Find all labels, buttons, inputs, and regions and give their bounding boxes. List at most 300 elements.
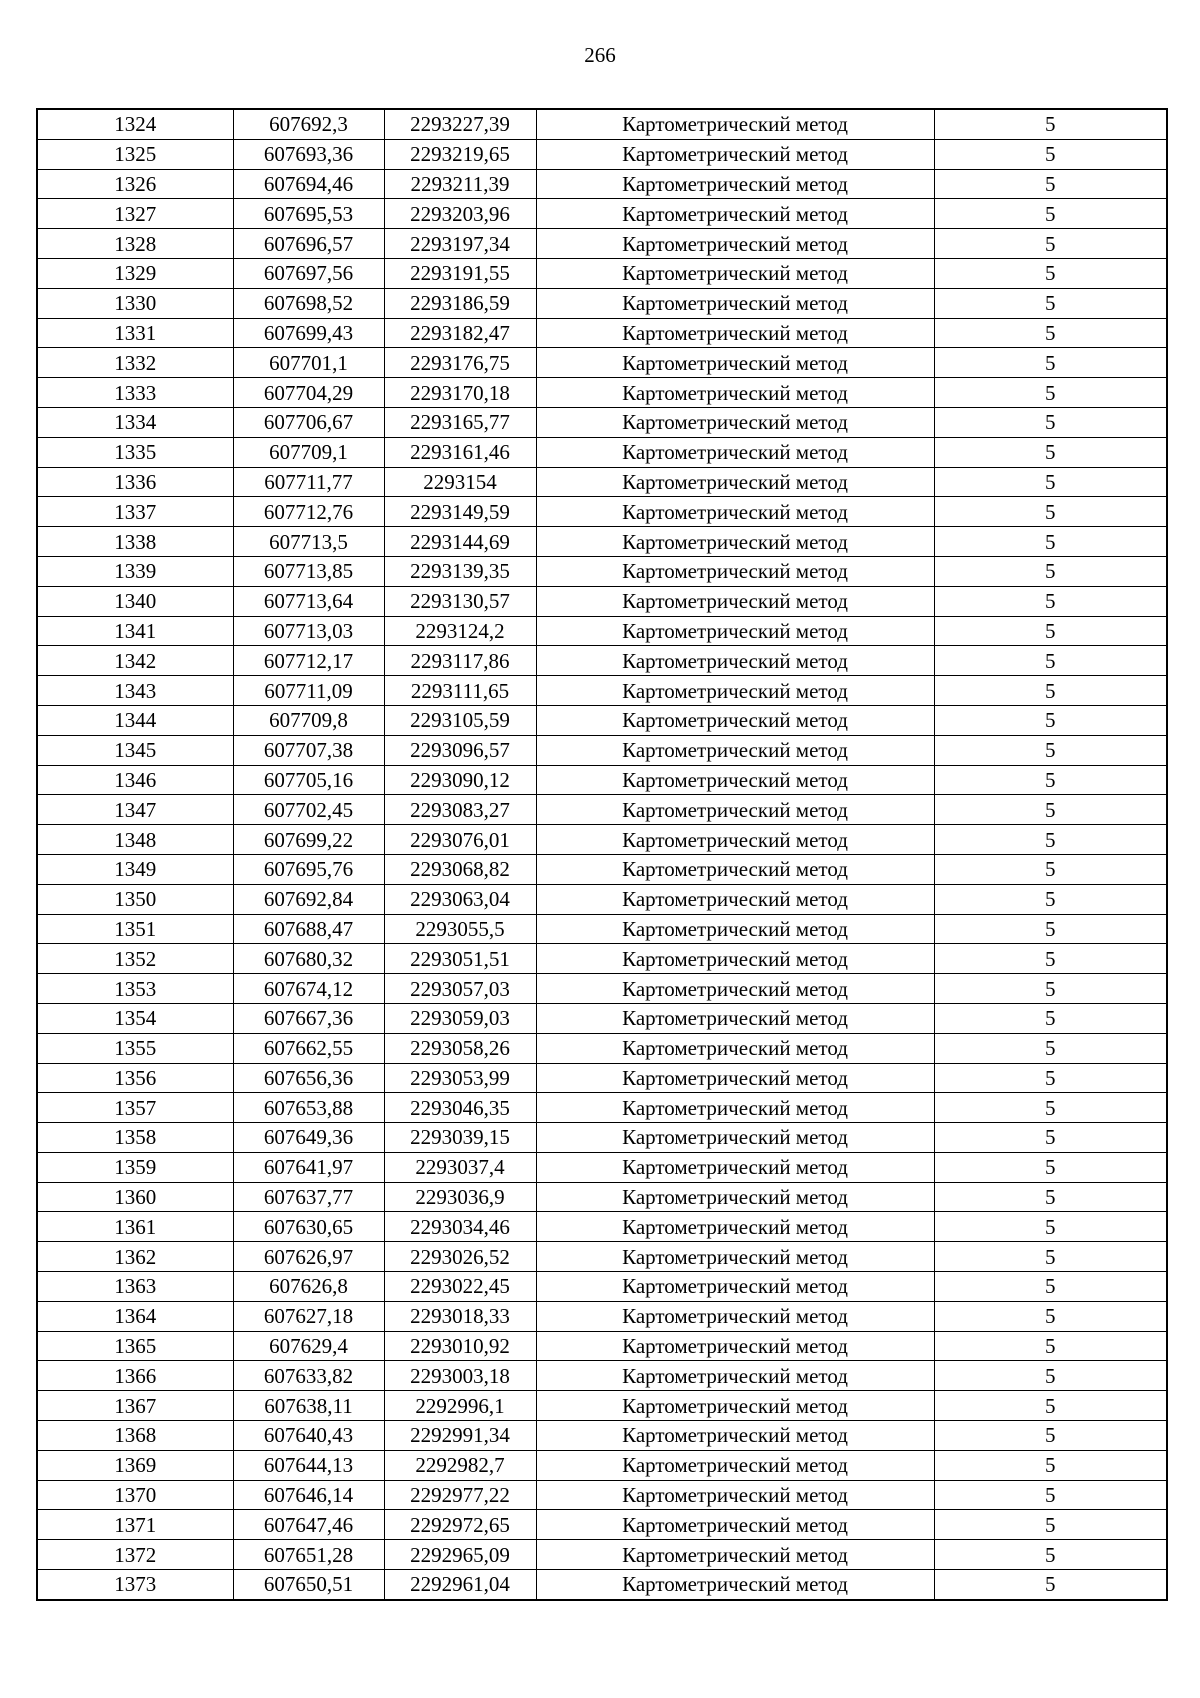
table-row bbox=[37, 437, 1167, 467]
method-cell: Картометрический метод bbox=[536, 1301, 934, 1331]
accuracy-cell: 5 bbox=[934, 1540, 1167, 1570]
y-coordinate-cell: 2293034,46 bbox=[384, 1212, 536, 1242]
y-coordinate-cell: 2293170,18 bbox=[384, 378, 536, 408]
point-number-cell: 1369 bbox=[37, 1450, 233, 1480]
x-coordinate-cell: 607707,38 bbox=[233, 735, 384, 765]
table-row bbox=[37, 109, 1167, 139]
method-cell: Картометрический метод bbox=[536, 1272, 934, 1302]
point-number-cell: 1350 bbox=[37, 884, 233, 914]
y-coordinate-cell: 2293053,99 bbox=[384, 1063, 536, 1093]
point-number-cell: 1335 bbox=[37, 437, 233, 467]
point-number-cell: 1343 bbox=[37, 676, 233, 706]
y-coordinate-cell: 2293124,2 bbox=[384, 616, 536, 646]
accuracy-cell: 5 bbox=[934, 1182, 1167, 1212]
method-cell: Картометрический метод bbox=[536, 1391, 934, 1421]
y-coordinate-cell: 2293068,82 bbox=[384, 854, 536, 884]
table-row bbox=[37, 884, 1167, 914]
x-coordinate-cell: 607627,18 bbox=[233, 1301, 384, 1331]
table-row bbox=[37, 199, 1167, 229]
x-coordinate-cell: 607674,12 bbox=[233, 974, 384, 1004]
accuracy-cell: 5 bbox=[934, 1301, 1167, 1331]
table-row bbox=[37, 229, 1167, 259]
method-cell: Картометрический метод bbox=[536, 735, 934, 765]
y-coordinate-cell: 2293154 bbox=[384, 467, 536, 497]
x-coordinate-cell: 607712,76 bbox=[233, 497, 384, 527]
x-coordinate-cell: 607649,36 bbox=[233, 1123, 384, 1153]
x-coordinate-cell: 607644,13 bbox=[233, 1450, 384, 1480]
point-number-cell: 1360 bbox=[37, 1182, 233, 1212]
x-coordinate-cell: 607695,53 bbox=[233, 199, 384, 229]
point-number-cell: 1358 bbox=[37, 1123, 233, 1153]
y-coordinate-cell: 2293186,59 bbox=[384, 288, 536, 318]
table-row bbox=[37, 974, 1167, 1004]
point-number-cell: 1368 bbox=[37, 1421, 233, 1451]
method-cell: Картометрический метод bbox=[536, 1182, 934, 1212]
x-coordinate-cell: 607709,8 bbox=[233, 705, 384, 735]
y-coordinate-cell: 2293227,39 bbox=[384, 109, 536, 139]
table-row bbox=[37, 705, 1167, 735]
accuracy-cell: 5 bbox=[934, 497, 1167, 527]
accuracy-cell: 5 bbox=[934, 1570, 1167, 1600]
x-coordinate-cell: 607694,46 bbox=[233, 169, 384, 199]
table-row bbox=[37, 1421, 1167, 1451]
y-coordinate-cell: 2292996,1 bbox=[384, 1391, 536, 1421]
accuracy-cell: 5 bbox=[934, 556, 1167, 586]
accuracy-cell: 5 bbox=[934, 1331, 1167, 1361]
table-row bbox=[37, 1033, 1167, 1063]
accuracy-cell: 5 bbox=[934, 139, 1167, 169]
point-number-cell: 1359 bbox=[37, 1152, 233, 1182]
point-number-cell: 1357 bbox=[37, 1093, 233, 1123]
y-coordinate-cell: 2293149,59 bbox=[384, 497, 536, 527]
table-row bbox=[37, 378, 1167, 408]
accuracy-cell: 5 bbox=[934, 1003, 1167, 1033]
y-coordinate-cell: 2293111,65 bbox=[384, 676, 536, 706]
accuracy-cell: 5 bbox=[934, 229, 1167, 259]
y-coordinate-cell: 2293003,18 bbox=[384, 1361, 536, 1391]
accuracy-cell: 5 bbox=[934, 1033, 1167, 1063]
method-cell: Картометрический метод bbox=[536, 229, 934, 259]
y-coordinate-cell: 2293059,03 bbox=[384, 1003, 536, 1033]
table-row bbox=[37, 407, 1167, 437]
method-cell: Картометрический метод bbox=[536, 1242, 934, 1272]
y-coordinate-cell: 2293063,04 bbox=[384, 884, 536, 914]
y-coordinate-cell: 2293139,35 bbox=[384, 556, 536, 586]
y-coordinate-cell: 2293191,55 bbox=[384, 258, 536, 288]
method-cell: Картометрический метод bbox=[536, 1063, 934, 1093]
point-number-cell: 1345 bbox=[37, 735, 233, 765]
method-cell: Картометрический метод bbox=[536, 497, 934, 527]
point-number-cell: 1329 bbox=[37, 258, 233, 288]
method-cell: Картометрический метод bbox=[536, 1421, 934, 1451]
table-row bbox=[37, 616, 1167, 646]
table-row bbox=[37, 1391, 1167, 1421]
x-coordinate-cell: 607699,43 bbox=[233, 318, 384, 348]
page-number: 266 bbox=[584, 43, 616, 67]
y-coordinate-cell: 2293219,65 bbox=[384, 139, 536, 169]
table-row bbox=[37, 467, 1167, 497]
y-coordinate-cell: 2292972,65 bbox=[384, 1510, 536, 1540]
table-row bbox=[37, 139, 1167, 169]
y-coordinate-cell: 2293010,92 bbox=[384, 1331, 536, 1361]
point-number-cell: 1355 bbox=[37, 1033, 233, 1063]
point-number-cell: 1328 bbox=[37, 229, 233, 259]
accuracy-cell: 5 bbox=[934, 348, 1167, 378]
x-coordinate-cell: 607711,09 bbox=[233, 676, 384, 706]
table-row bbox=[37, 348, 1167, 378]
table-row bbox=[37, 318, 1167, 348]
x-coordinate-cell: 607646,14 bbox=[233, 1480, 384, 1510]
point-number-cell: 1330 bbox=[37, 288, 233, 318]
table-row bbox=[37, 527, 1167, 557]
x-coordinate-cell: 607688,47 bbox=[233, 914, 384, 944]
y-coordinate-cell: 2293055,5 bbox=[384, 914, 536, 944]
x-coordinate-cell: 607650,51 bbox=[233, 1570, 384, 1600]
method-cell: Картометрический метод bbox=[536, 348, 934, 378]
method-cell: Картометрический метод bbox=[536, 586, 934, 616]
method-cell: Картометрический метод bbox=[536, 944, 934, 974]
point-number-cell: 1353 bbox=[37, 974, 233, 1004]
table-row bbox=[37, 258, 1167, 288]
y-coordinate-cell: 2293037,4 bbox=[384, 1152, 536, 1182]
y-coordinate-cell: 2293018,33 bbox=[384, 1301, 536, 1331]
accuracy-cell: 5 bbox=[934, 1450, 1167, 1480]
y-coordinate-cell: 2293058,26 bbox=[384, 1033, 536, 1063]
y-coordinate-cell: 2293161,46 bbox=[384, 437, 536, 467]
x-coordinate-cell: 607701,1 bbox=[233, 348, 384, 378]
table-row bbox=[37, 914, 1167, 944]
accuracy-cell: 5 bbox=[934, 974, 1167, 1004]
method-cell: Картометрический метод bbox=[536, 109, 934, 139]
table-row bbox=[37, 646, 1167, 676]
accuracy-cell: 5 bbox=[934, 318, 1167, 348]
x-coordinate-cell: 607640,43 bbox=[233, 1421, 384, 1451]
x-coordinate-cell: 607653,88 bbox=[233, 1093, 384, 1123]
accuracy-cell: 5 bbox=[934, 795, 1167, 825]
method-cell: Картометрический метод bbox=[536, 1570, 934, 1600]
y-coordinate-cell: 2293046,35 bbox=[384, 1093, 536, 1123]
y-coordinate-cell: 2293165,77 bbox=[384, 407, 536, 437]
point-number-cell: 1340 bbox=[37, 586, 233, 616]
y-coordinate-cell: 2293130,57 bbox=[384, 586, 536, 616]
y-coordinate-cell: 2292961,04 bbox=[384, 1570, 536, 1600]
x-coordinate-cell: 607702,45 bbox=[233, 795, 384, 825]
table-row bbox=[37, 1540, 1167, 1570]
accuracy-cell: 5 bbox=[934, 1212, 1167, 1242]
accuracy-cell: 5 bbox=[934, 646, 1167, 676]
x-coordinate-cell: 607637,77 bbox=[233, 1182, 384, 1212]
accuracy-cell: 5 bbox=[934, 437, 1167, 467]
y-coordinate-cell: 2293211,39 bbox=[384, 169, 536, 199]
point-number-cell: 1326 bbox=[37, 169, 233, 199]
x-coordinate-cell: 607713,03 bbox=[233, 616, 384, 646]
table-row bbox=[37, 1480, 1167, 1510]
x-coordinate-cell: 607692,84 bbox=[233, 884, 384, 914]
accuracy-cell: 5 bbox=[934, 288, 1167, 318]
method-cell: Картометрический метод bbox=[536, 974, 934, 1004]
x-coordinate-cell: 607693,36 bbox=[233, 139, 384, 169]
accuracy-cell: 5 bbox=[934, 1093, 1167, 1123]
point-number-cell: 1351 bbox=[37, 914, 233, 944]
x-coordinate-cell: 607713,85 bbox=[233, 556, 384, 586]
table-row bbox=[37, 795, 1167, 825]
x-coordinate-cell: 607698,52 bbox=[233, 288, 384, 318]
y-coordinate-cell: 2293197,34 bbox=[384, 229, 536, 259]
y-coordinate-cell: 2293039,15 bbox=[384, 1123, 536, 1153]
method-cell: Картометрический метод bbox=[536, 705, 934, 735]
y-coordinate-cell: 2293105,59 bbox=[384, 705, 536, 735]
y-coordinate-cell: 2293051,51 bbox=[384, 944, 536, 974]
x-coordinate-cell: 607697,56 bbox=[233, 258, 384, 288]
point-number-cell: 1338 bbox=[37, 527, 233, 557]
point-number-cell: 1365 bbox=[37, 1331, 233, 1361]
x-coordinate-cell: 607651,28 bbox=[233, 1540, 384, 1570]
table-row bbox=[37, 1570, 1167, 1600]
method-cell: Картометрический метод bbox=[536, 1003, 934, 1033]
accuracy-cell: 5 bbox=[934, 735, 1167, 765]
table-row bbox=[37, 1272, 1167, 1302]
method-cell: Картометрический метод bbox=[536, 1540, 934, 1570]
method-cell: Картометрический метод bbox=[536, 199, 934, 229]
accuracy-cell: 5 bbox=[934, 199, 1167, 229]
y-coordinate-cell: 2293096,57 bbox=[384, 735, 536, 765]
point-number-cell: 1356 bbox=[37, 1063, 233, 1093]
x-coordinate-cell: 607626,8 bbox=[233, 1272, 384, 1302]
method-cell: Картометрический метод bbox=[536, 527, 934, 557]
accuracy-cell: 5 bbox=[934, 765, 1167, 795]
method-cell: Картометрический метод bbox=[536, 1510, 934, 1540]
accuracy-cell: 5 bbox=[934, 407, 1167, 437]
table-row bbox=[37, 765, 1167, 795]
method-cell: Картометрический метод bbox=[536, 407, 934, 437]
method-cell: Картометрический метод bbox=[536, 258, 934, 288]
x-coordinate-cell: 607712,17 bbox=[233, 646, 384, 676]
point-number-cell: 1373 bbox=[37, 1570, 233, 1600]
table-row bbox=[37, 288, 1167, 318]
method-cell: Картометрический метод bbox=[536, 1123, 934, 1153]
table-row bbox=[37, 586, 1167, 616]
accuracy-cell: 5 bbox=[934, 1421, 1167, 1451]
table-row bbox=[37, 1242, 1167, 1272]
point-number-cell: 1349 bbox=[37, 854, 233, 884]
point-number-cell: 1372 bbox=[37, 1540, 233, 1570]
accuracy-cell: 5 bbox=[934, 854, 1167, 884]
accuracy-cell: 5 bbox=[934, 944, 1167, 974]
method-cell: Картометрический метод bbox=[536, 765, 934, 795]
y-coordinate-cell: 2292982,7 bbox=[384, 1450, 536, 1480]
y-coordinate-cell: 2293203,96 bbox=[384, 199, 536, 229]
y-coordinate-cell: 2293022,45 bbox=[384, 1272, 536, 1302]
table-row bbox=[37, 825, 1167, 855]
table-row bbox=[37, 1063, 1167, 1093]
table-row bbox=[37, 1450, 1167, 1480]
accuracy-cell: 5 bbox=[934, 258, 1167, 288]
x-coordinate-cell: 607711,77 bbox=[233, 467, 384, 497]
y-coordinate-cell: 2293026,52 bbox=[384, 1242, 536, 1272]
method-cell: Картометрический метод bbox=[536, 437, 934, 467]
x-coordinate-cell: 607662,55 bbox=[233, 1033, 384, 1063]
point-number-cell: 1331 bbox=[37, 318, 233, 348]
x-coordinate-cell: 607656,36 bbox=[233, 1063, 384, 1093]
x-coordinate-cell: 607633,82 bbox=[233, 1361, 384, 1391]
point-number-cell: 1342 bbox=[37, 646, 233, 676]
point-number-cell: 1361 bbox=[37, 1212, 233, 1242]
x-coordinate-cell: 607709,1 bbox=[233, 437, 384, 467]
table-row bbox=[37, 1003, 1167, 1033]
accuracy-cell: 5 bbox=[934, 527, 1167, 557]
table-row bbox=[37, 1182, 1167, 1212]
accuracy-cell: 5 bbox=[934, 1391, 1167, 1421]
table-row bbox=[37, 1361, 1167, 1391]
table-row bbox=[37, 169, 1167, 199]
method-cell: Картометрический метод bbox=[536, 378, 934, 408]
method-cell: Картометрический метод bbox=[536, 1331, 934, 1361]
x-coordinate-cell: 607695,76 bbox=[233, 854, 384, 884]
y-coordinate-cell: 2293176,75 bbox=[384, 348, 536, 378]
table-row bbox=[37, 1123, 1167, 1153]
table-row bbox=[37, 1331, 1167, 1361]
table-row bbox=[37, 944, 1167, 974]
method-cell: Картометрический метод bbox=[536, 914, 934, 944]
method-cell: Картометрический метод bbox=[536, 676, 934, 706]
table-row bbox=[37, 1152, 1167, 1182]
y-coordinate-cell: 2293036,9 bbox=[384, 1182, 536, 1212]
point-number-cell: 1325 bbox=[37, 139, 233, 169]
accuracy-cell: 5 bbox=[934, 1480, 1167, 1510]
accuracy-cell: 5 bbox=[934, 1510, 1167, 1540]
point-number-cell: 1366 bbox=[37, 1361, 233, 1391]
y-coordinate-cell: 2292965,09 bbox=[384, 1540, 536, 1570]
x-coordinate-cell: 607630,65 bbox=[233, 1212, 384, 1242]
coordinates-table bbox=[36, 108, 1168, 1601]
x-coordinate-cell: 607641,97 bbox=[233, 1152, 384, 1182]
accuracy-cell: 5 bbox=[934, 676, 1167, 706]
x-coordinate-cell: 607696,57 bbox=[233, 229, 384, 259]
point-number-cell: 1348 bbox=[37, 825, 233, 855]
accuracy-cell: 5 bbox=[934, 705, 1167, 735]
table-row bbox=[37, 735, 1167, 765]
accuracy-cell: 5 bbox=[934, 467, 1167, 497]
accuracy-cell: 5 bbox=[934, 1123, 1167, 1153]
accuracy-cell: 5 bbox=[934, 825, 1167, 855]
point-number-cell: 1362 bbox=[37, 1242, 233, 1272]
method-cell: Картометрический метод bbox=[536, 139, 934, 169]
point-number-cell: 1346 bbox=[37, 765, 233, 795]
coordinates-table-body bbox=[37, 109, 1167, 1600]
point-number-cell: 1364 bbox=[37, 1301, 233, 1331]
x-coordinate-cell: 607667,36 bbox=[233, 1003, 384, 1033]
x-coordinate-cell: 607647,46 bbox=[233, 1510, 384, 1540]
method-cell: Картометрический метод bbox=[536, 288, 934, 318]
method-cell: Картометрический метод bbox=[536, 1212, 934, 1242]
accuracy-cell: 5 bbox=[934, 1361, 1167, 1391]
method-cell: Картометрический метод bbox=[536, 1480, 934, 1510]
y-coordinate-cell: 2293182,47 bbox=[384, 318, 536, 348]
y-coordinate-cell: 2293090,12 bbox=[384, 765, 536, 795]
method-cell: Картометрический метод bbox=[536, 467, 934, 497]
point-number-cell: 1336 bbox=[37, 467, 233, 497]
accuracy-cell: 5 bbox=[934, 109, 1167, 139]
x-coordinate-cell: 607692,3 bbox=[233, 109, 384, 139]
x-coordinate-cell: 607629,4 bbox=[233, 1331, 384, 1361]
method-cell: Картометрический метод bbox=[536, 646, 934, 676]
point-number-cell: 1324 bbox=[37, 109, 233, 139]
table-row bbox=[37, 676, 1167, 706]
method-cell: Картометрический метод bbox=[536, 1152, 934, 1182]
method-cell: Картометрический метод bbox=[536, 795, 934, 825]
table-row bbox=[37, 854, 1167, 884]
x-coordinate-cell: 607626,97 bbox=[233, 1242, 384, 1272]
point-number-cell: 1352 bbox=[37, 944, 233, 974]
x-coordinate-cell: 607699,22 bbox=[233, 825, 384, 855]
x-coordinate-cell: 607705,16 bbox=[233, 765, 384, 795]
x-coordinate-cell: 607713,64 bbox=[233, 586, 384, 616]
point-number-cell: 1354 bbox=[37, 1003, 233, 1033]
accuracy-cell: 5 bbox=[934, 1272, 1167, 1302]
y-coordinate-cell: 2292991,34 bbox=[384, 1421, 536, 1451]
accuracy-cell: 5 bbox=[934, 1063, 1167, 1093]
method-cell: Картометрический метод bbox=[536, 1361, 934, 1391]
y-coordinate-cell: 2293083,27 bbox=[384, 795, 536, 825]
accuracy-cell: 5 bbox=[934, 884, 1167, 914]
point-number-cell: 1337 bbox=[37, 497, 233, 527]
point-number-cell: 1333 bbox=[37, 378, 233, 408]
point-number-cell: 1371 bbox=[37, 1510, 233, 1540]
y-coordinate-cell: 2293076,01 bbox=[384, 825, 536, 855]
accuracy-cell: 5 bbox=[934, 1152, 1167, 1182]
point-number-cell: 1341 bbox=[37, 616, 233, 646]
method-cell: Картометрический метод bbox=[536, 1033, 934, 1063]
accuracy-cell: 5 bbox=[934, 378, 1167, 408]
point-number-cell: 1367 bbox=[37, 1391, 233, 1421]
method-cell: Картометрический метод bbox=[536, 825, 934, 855]
table-row bbox=[37, 1510, 1167, 1540]
method-cell: Картометрический метод bbox=[536, 318, 934, 348]
y-coordinate-cell: 2292977,22 bbox=[384, 1480, 536, 1510]
method-cell: Картометрический метод bbox=[536, 1093, 934, 1123]
table-row bbox=[37, 556, 1167, 586]
x-coordinate-cell: 607713,5 bbox=[233, 527, 384, 557]
accuracy-cell: 5 bbox=[934, 1242, 1167, 1272]
accuracy-cell: 5 bbox=[934, 914, 1167, 944]
method-cell: Картометрический метод bbox=[536, 1450, 934, 1480]
accuracy-cell: 5 bbox=[934, 169, 1167, 199]
point-number-cell: 1344 bbox=[37, 705, 233, 735]
x-coordinate-cell: 607704,29 bbox=[233, 378, 384, 408]
x-coordinate-cell: 607706,67 bbox=[233, 407, 384, 437]
point-number-cell: 1327 bbox=[37, 199, 233, 229]
method-cell: Картометрический метод bbox=[536, 169, 934, 199]
point-number-cell: 1363 bbox=[37, 1272, 233, 1302]
point-number-cell: 1334 bbox=[37, 407, 233, 437]
method-cell: Картометрический метод bbox=[536, 616, 934, 646]
method-cell: Картометрический метод bbox=[536, 556, 934, 586]
table-row bbox=[37, 1301, 1167, 1331]
accuracy-cell: 5 bbox=[934, 586, 1167, 616]
accuracy-cell: 5 bbox=[934, 616, 1167, 646]
method-cell: Картометрический метод bbox=[536, 854, 934, 884]
point-number-cell: 1347 bbox=[37, 795, 233, 825]
y-coordinate-cell: 2293144,69 bbox=[384, 527, 536, 557]
point-number-cell: 1370 bbox=[37, 1480, 233, 1510]
table-row bbox=[37, 497, 1167, 527]
x-coordinate-cell: 607638,11 bbox=[233, 1391, 384, 1421]
point-number-cell: 1339 bbox=[37, 556, 233, 586]
y-coordinate-cell: 2293057,03 bbox=[384, 974, 536, 1004]
table-row bbox=[37, 1212, 1167, 1242]
x-coordinate-cell: 607680,32 bbox=[233, 944, 384, 974]
method-cell: Картометрический метод bbox=[536, 884, 934, 914]
